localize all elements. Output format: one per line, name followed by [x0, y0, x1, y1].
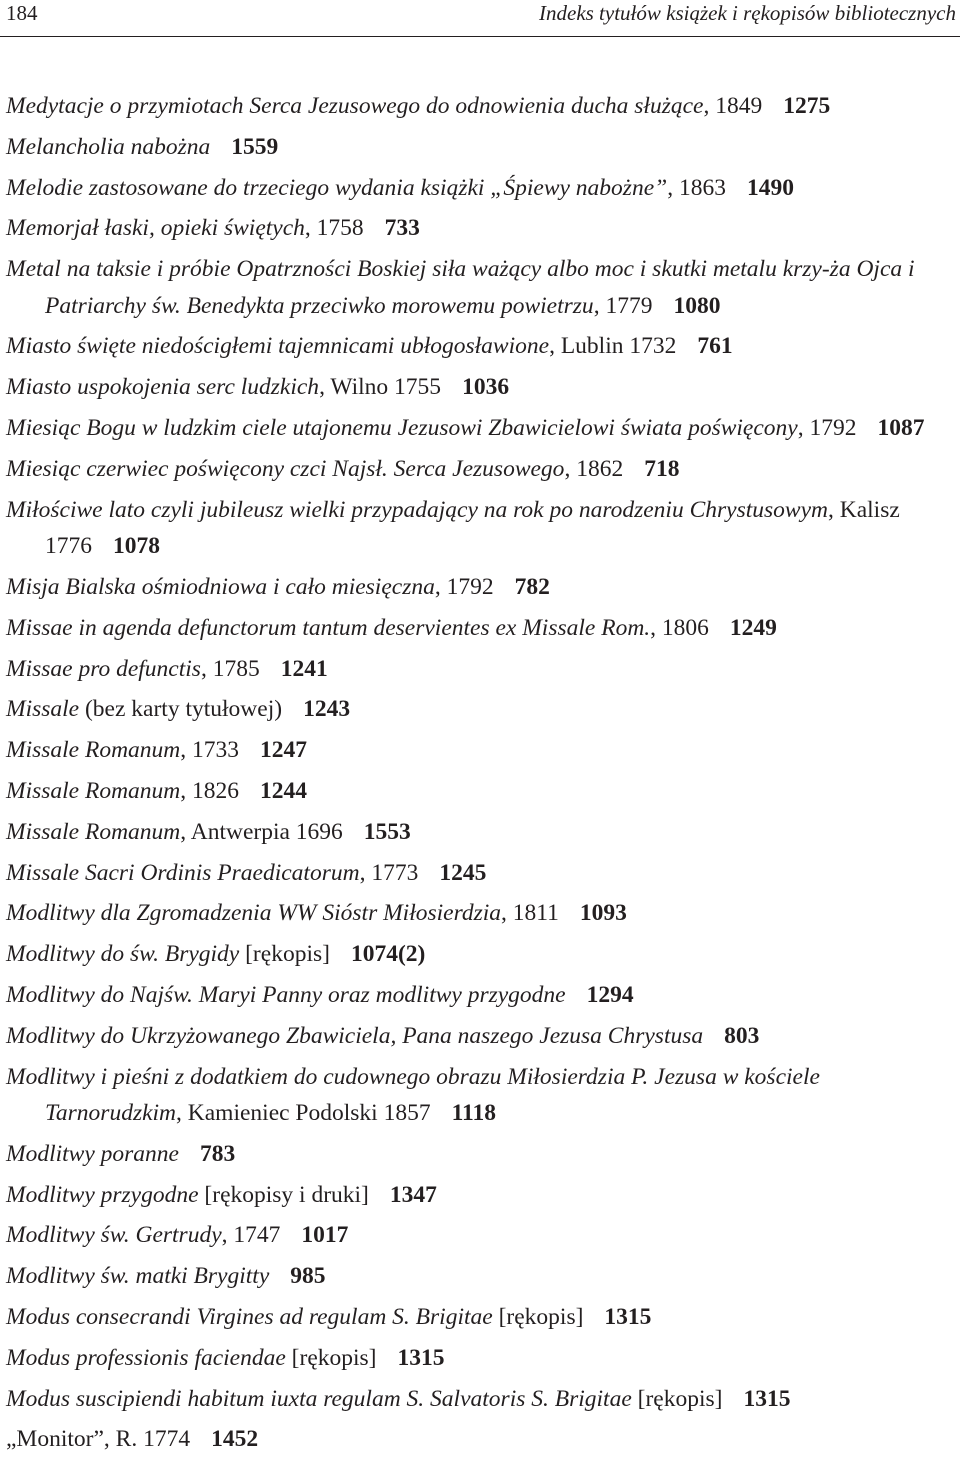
entry-details: , Antwerpia 1696	[180, 818, 343, 845]
index-entry	[6, 895, 958, 932]
entry-details: , Lublin 1732	[549, 333, 677, 360]
entry-catalog-number: 782	[514, 573, 550, 600]
entry-catalog-number: 1093	[579, 900, 627, 927]
index-entry	[6, 977, 958, 1014]
entry-catalog-number: 1249	[729, 614, 777, 641]
entry-title: Modus professionis faciendae	[6, 1344, 286, 1371]
index-entry	[6, 732, 958, 769]
entry-title: Metal na taksie i próbie Opatrzności Boskiej siła ważący albo moc i skutki metalu krzy-ża Ojca i Patriarchy św. Benedykta przeciwko morowemu powietrzu	[6, 256, 915, 319]
entry-catalog-number: 1452	[211, 1426, 259, 1453]
entry-catalog-number: 761	[697, 333, 733, 360]
index-entry	[6, 129, 958, 166]
entry-catalog-number: 1247	[260, 737, 308, 764]
entry-details: [rękopisy i druki]	[198, 1181, 369, 1208]
entry-title: Modlitwy św. matki Brygitty	[6, 1263, 270, 1290]
page-number: 184	[6, 1, 38, 25]
index-entry	[6, 569, 958, 606]
index-entry	[6, 251, 958, 324]
entry-title: Missale Romanum	[6, 777, 181, 804]
entry-title: Modlitwy i pieśni z dodatkiem do cudownego obrazu Miłosierdzia P. Jezusa w kościele Tarnorudzkim	[6, 1063, 820, 1127]
entry-details: , 1806	[650, 614, 709, 641]
entry-catalog-number: 1087	[877, 415, 925, 442]
index-entry	[6, 936, 958, 973]
index-entry	[6, 1381, 958, 1418]
entry-catalog-number: 1559	[231, 133, 279, 160]
entry-details: , 1758	[304, 215, 364, 242]
index-entry	[6, 814, 958, 851]
entry-catalog-number: 718	[644, 455, 680, 482]
index-entry	[6, 210, 958, 247]
entry-catalog-number: 1275	[783, 93, 831, 119]
entry-title: Memorjał łaski, opieki świętych	[6, 215, 305, 242]
entry-details: , Wilno 1755	[319, 374, 442, 401]
index-entry	[6, 1258, 958, 1295]
entry-title: Modlitwy do Najśw. Maryi Panny oraz modlitwy przygodne	[6, 981, 566, 1008]
entry-catalog-number: 1080	[673, 292, 721, 319]
index-entry	[6, 773, 958, 810]
entry-details: [rękopis]	[285, 1344, 377, 1371]
index-entry	[6, 1177, 958, 1214]
entry-title: Modlitwy poranne	[6, 1140, 179, 1167]
index-entry	[6, 691, 958, 728]
index-entry	[6, 1421, 958, 1458]
entry-title: Miasto święte niedościgłemi tajemnicami ubłogosławione	[6, 333, 550, 360]
index-entry	[6, 88, 958, 125]
entry-details: , 1863	[667, 174, 726, 201]
entry-title: Missae in agenda defunctorum tantum deservientes ex Missale Rom.	[6, 614, 651, 641]
entry-details: , Kamieniec Podolski 1857	[176, 1100, 431, 1127]
index-entry	[6, 328, 958, 365]
index-entry	[6, 1340, 958, 1377]
entry-details: , 1773	[359, 859, 419, 886]
index-entry	[6, 610, 958, 647]
index-entry	[6, 451, 958, 488]
index-entry	[6, 855, 958, 892]
entry-title: Missae pro defunctis	[6, 655, 201, 682]
entry-title: Missale Sacri Ordinis Praedicatorum	[6, 859, 360, 886]
index-entry	[6, 1217, 958, 1254]
entry-details: , 1779	[593, 292, 653, 319]
index-entry	[6, 1059, 958, 1132]
entry-title: Modlitwy do św. Brygidy	[6, 941, 240, 968]
entry-catalog-number: 1294	[586, 981, 634, 1008]
entry-title: Modlitwy dla Zgromadzenia WW Sióstr Miłosierdzia	[6, 900, 502, 927]
entry-catalog-number: 1315	[743, 1385, 791, 1412]
entry-title: Modlitwy przygodne	[6, 1181, 199, 1208]
running-title: Indeks tytułów książek i rękopisów bibliotecznych	[539, 1, 956, 25]
entry-title: Modus consecrandi Virgines ad regulam S. Brigitae	[6, 1304, 493, 1331]
entry-details: (bez karty tytułowej)	[79, 696, 283, 723]
entry-catalog-number: 1241	[280, 655, 328, 682]
entry-details: „Monitor”, R. 1774	[6, 1426, 191, 1453]
entry-details: , 1826	[180, 777, 240, 804]
entry-details: , 1862	[564, 455, 624, 482]
entry-catalog-number: 1315	[397, 1344, 445, 1371]
entry-catalog-number: 1490	[746, 174, 794, 201]
entry-title: Melancholia nabożna	[6, 133, 211, 160]
entry-title: Misja Bialska ośmiodniowa i cało miesięczna	[6, 573, 435, 600]
entry-details: , Kalisz 1776	[45, 496, 900, 560]
entry-catalog-number: 1243	[303, 696, 351, 723]
entry-title: Missale Romanum	[6, 818, 181, 845]
entry-catalog-number: 985	[290, 1263, 326, 1290]
entry-details: , 1849	[703, 93, 763, 119]
entry-details: , 1792	[434, 573, 494, 600]
entry-details: , 1747	[221, 1222, 281, 1249]
entry-title: Modlitwy św. Gertrudy	[6, 1222, 222, 1249]
entry-catalog-number: 1245	[439, 859, 487, 886]
entry-catalog-number: 1036	[462, 374, 510, 401]
index-entry	[6, 492, 958, 565]
entry-title: Modlitwy do Ukrzyżowanego Zbawiciela, Pana naszego Jezusa Chrystusa	[6, 1022, 704, 1049]
entry-catalog-number: 1315	[604, 1304, 652, 1331]
entry-title: Miesiąc Bogu w ludzkim ciele utajonemu Jezusowi Zbawicielowi świata poświęcony	[6, 415, 798, 442]
entry-details: [rękopis]	[492, 1304, 584, 1331]
index-entry	[6, 651, 958, 688]
entry-catalog-number: 1553	[363, 818, 411, 845]
entry-catalog-number: 1078	[113, 533, 160, 560]
entry-details: , 1785	[200, 655, 260, 682]
index-entry	[6, 1018, 958, 1055]
entry-title: Medytacje o przymiotach Serca Jezusowego do odnowienia ducha służące	[6, 93, 704, 119]
entry-catalog-number: 733	[384, 215, 420, 242]
entry-title: Miłościwe lato czyli jubileusz wielki przypadający na rok po narodzeniu Chrystusowym	[6, 496, 828, 523]
entry-title: Missale	[6, 696, 80, 723]
entry-catalog-number: 783	[199, 1140, 236, 1167]
entry-details: [rękopis]	[631, 1385, 723, 1412]
entry-title: Miasto uspokojenia serc ludzkich	[6, 374, 320, 401]
index-entries	[6, 88, 958, 1462]
index-entry	[6, 1136, 958, 1173]
entry-catalog-number: 1017	[301, 1222, 349, 1249]
entry-details: , 1811	[501, 900, 559, 927]
entry-catalog-number: 803	[724, 1022, 760, 1049]
index-entry	[6, 369, 958, 406]
index-entry	[6, 410, 958, 447]
entry-catalog-number: 1347	[389, 1181, 437, 1208]
entry-details: , 1733	[180, 737, 240, 764]
entry-title: Modus suscipiendi habitum iuxta regulam S. Salvatoris S. Brigitae	[6, 1385, 632, 1412]
entry-title: Miesiąc czerwiec poświęcony czci Najsł. Serca Jezusowego	[6, 455, 565, 482]
index-entry	[6, 1299, 958, 1336]
entry-details: , 1792	[797, 415, 857, 442]
entry-title: Melodie zastosowane do trzeciego wydania książki „Śpiewy nabożne”	[6, 174, 668, 201]
entry-catalog-number: 1244	[260, 777, 308, 804]
entry-catalog-number: 1118	[451, 1100, 497, 1127]
entry-details: [rękopis]	[239, 941, 330, 968]
entry-title: Missale Romanum	[6, 737, 181, 764]
index-entry	[6, 170, 958, 207]
page-header	[0, 0, 960, 37]
entry-catalog-number: 1074(2)	[350, 941, 426, 968]
